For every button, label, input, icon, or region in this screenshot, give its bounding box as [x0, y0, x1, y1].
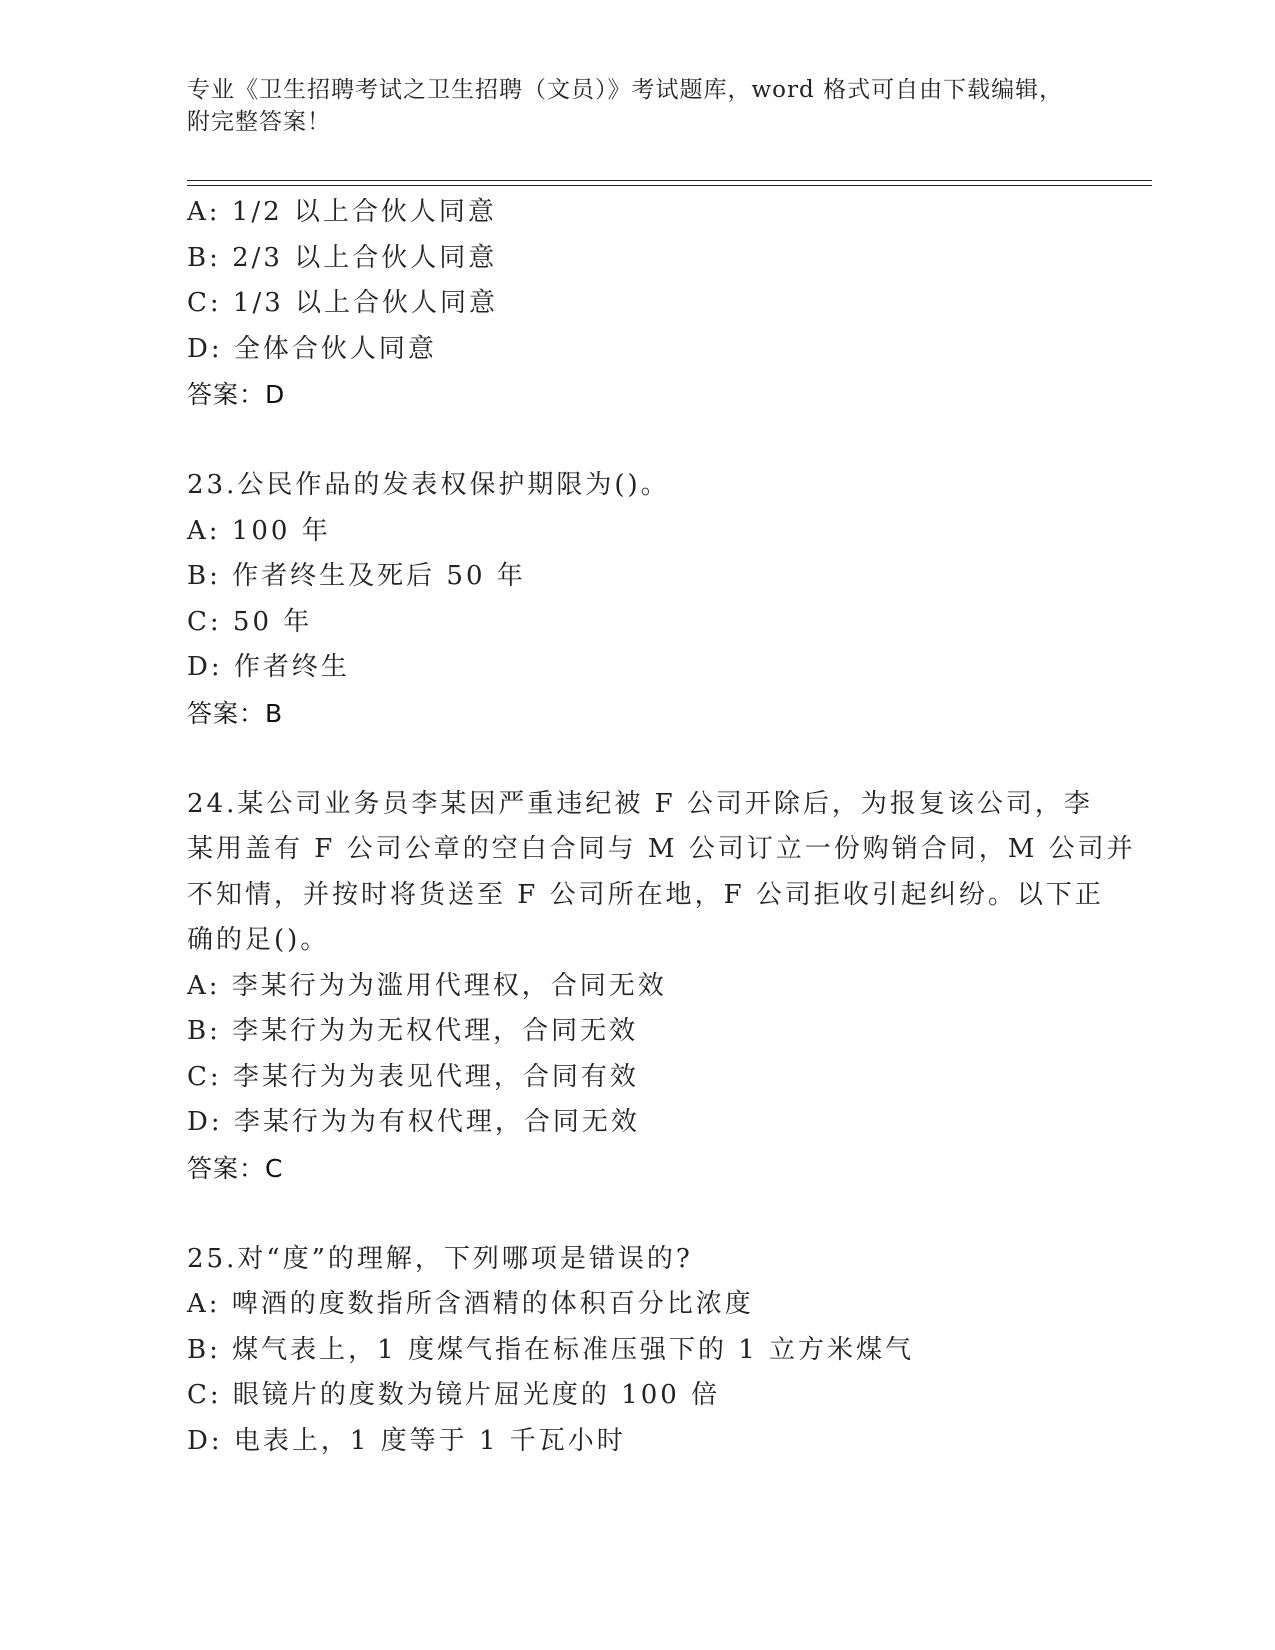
option-d: D: 电表上，1 度等于 1 千瓦小时 [187, 1425, 626, 1456]
option-c: C: 李某行为为表见代理，合同有效 [187, 1061, 639, 1092]
spacer [187, 736, 1087, 782]
option-c: C: 1/3 以上合伙人同意 [187, 288, 499, 318]
header-divider-bottom [187, 185, 1152, 186]
answer-label: 答案：D [187, 380, 286, 409]
option-b: B: 李某行为为无权代理，合同无效 [187, 1016, 639, 1046]
spacer [187, 1191, 1087, 1237]
question-text: 25.对“度”的理解，下列哪项是错误的? [187, 1243, 693, 1274]
option-a: A: 1/2 以上合伙人同意 [187, 197, 497, 227]
option-a: A: 李某行为为滥用代理权，合同无效 [187, 970, 667, 1001]
option-b: B: 作者终生及死后 50 年 [187, 561, 526, 591]
question-22 [187, 190, 1087, 418]
question-24 [187, 782, 1136, 1192]
option-a: A: 100 年 [187, 515, 331, 546]
question-text-line-2: 某用盖有 F 公司公章的空白合同与 M 公司订立一份购销合同，M 公司并 [187, 834, 1136, 864]
spacer [187, 418, 1087, 464]
option-c: C: 50 年 [187, 606, 313, 637]
document-body [187, 190, 1136, 1464]
option-a: A: 啤酒的度数指所含酒精的体积百分比浓度 [187, 1289, 754, 1319]
option-c: C: 眼镜片的度数为镜片屈光度的 100 倍 [187, 1380, 721, 1410]
question-text-line-1: 24.某公司业务员李某因严重违纪被 F 公司开除后，为报复该公司，李 [187, 788, 1093, 819]
option-d: D: 全体合伙人同意 [187, 333, 437, 364]
option-b: B: 2/3 以上合伙人同意 [187, 242, 498, 273]
option-d: D: 李某行为为有权代理，合同无效 [187, 1107, 640, 1137]
question-text-line-3: 不知情，并按时将货送至 F 公司所在地，F 公司拒收引起纠纷。以下正 [187, 879, 1104, 910]
option-b: B: 煤气表上，1 度煤气指在标准压强下的 1 立方米煤气 [187, 1334, 915, 1365]
question-text: 23.公民作品的发表权保护期限为()。 [187, 470, 670, 500]
header-divider-top [187, 180, 1152, 181]
answer-label: 答案：C [187, 1153, 284, 1183]
question-23 [187, 463, 1087, 736]
question-25 [187, 1237, 1087, 1465]
answer-label: 答案：B [187, 698, 284, 728]
option-d: D: 作者终生 [187, 652, 350, 682]
document-header: 专业《卫生招聘考试之卫生招聘（文员）》考试题库，word 格式可自由下载编辑，附完整答案！ [187, 77, 1064, 135]
question-text-line-4: 确的足()。 [187, 925, 330, 955]
